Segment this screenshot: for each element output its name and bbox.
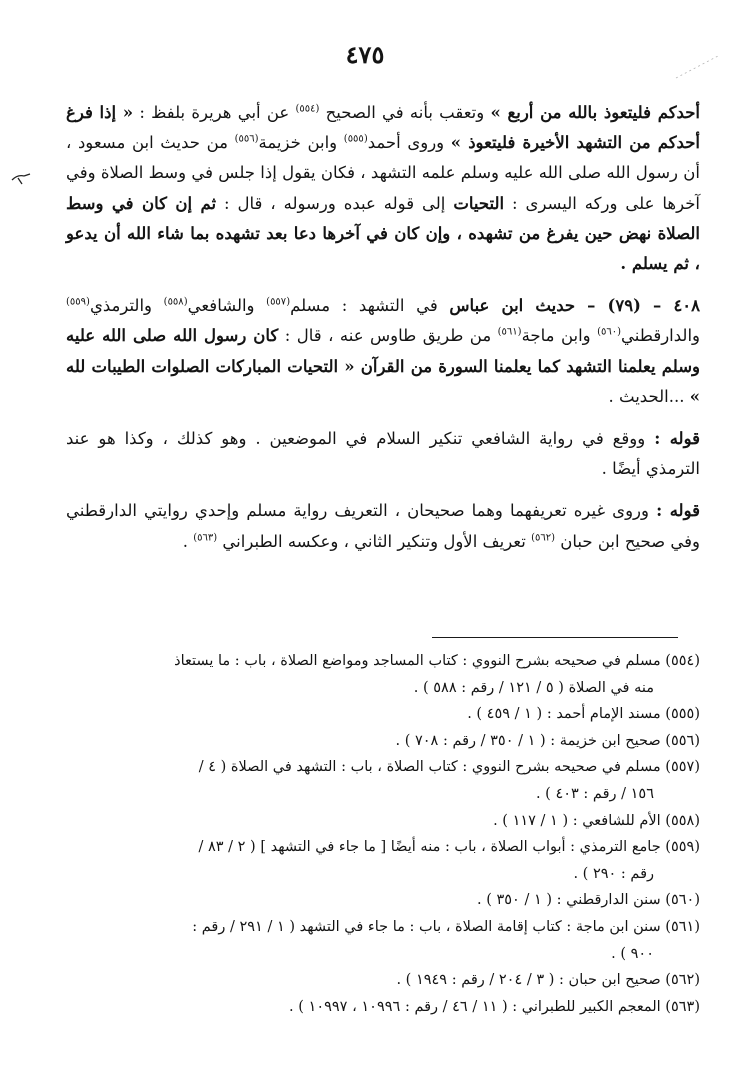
paragraph-commentary-2: [66, 496, 700, 556]
footnote-line: ٩٠٠ ) .: [611, 945, 654, 962]
hadith-quote: التحيات: [453, 193, 505, 213]
footnote-line: (٥٦٣) المعجم الكبير للطبراني : ( ١١ / ٤٦ / رقم : ١٠٩٩٦ ، ١٠٩٩٧ ) .: [289, 998, 700, 1015]
scan-smudge-mark: [672, 52, 722, 82]
margin-check-mark: [10, 168, 32, 188]
footnote-ref: (٥٥٧): [266, 296, 291, 308]
text-span: والشافعي: [187, 296, 267, 316]
footnote-line: ١٥٦ / رقم : ٤٠٣ ) .: [535, 785, 654, 802]
text-span: إلى قوله عبده ورسوله ، قال :: [216, 193, 454, 213]
footnotes: [60, 648, 700, 1020]
footnote-line: (٥٥٥) مسند الإمام أحمد : ( ١ / ٤٥٩ ) .: [467, 706, 700, 723]
paragraph-alatabbas-tashahhud: [66, 98, 700, 279]
hadith-quote: « إذا فرغ أحدكم من التشهد الأخيرة فليتعوذ »: [66, 103, 700, 153]
text-span: وروى أحمد: [367, 133, 451, 153]
footnote-line: (٥٦١) سنن ابن ماجة : كتاب إقامة الصلاة ، باب : ما جاء في التشهد ( ١ / ٢٩١ / رقم :: [192, 918, 700, 935]
footnote-line: (٥٦٠) سنن الدارقطني : ( ١ / ٣٥٠ ) .: [477, 892, 700, 909]
hadith-quote: كان رسول الله صلى الله عليه وسلم يعلمنا التشهد كما يعلمنا السورة من القرآن « التحيات المباركات الصلوات الطيبات لله »: [66, 326, 700, 406]
text-span: والترمذي: [89, 296, 164, 316]
footnote-line: منه في الصلاة ( ٥ / ١٢١ / رقم : ٥٨٨ ) .: [413, 679, 654, 696]
text-span: وابن خزيمة: [258, 133, 344, 153]
text-span: وابن ماجة: [521, 326, 598, 346]
paragraph-commentary-1: [66, 424, 700, 484]
footnote-ref: (٥٥٥): [343, 133, 368, 145]
main-text: [66, 98, 700, 557]
footnote-line: (٥٥٤) مسلم في صحيحه بشرح النووي : كتاب المساجد ومواضع الصلاة ، باب : ما يستعاذ: [174, 653, 700, 669]
footnote-ref: (٥٥٤): [295, 103, 320, 115]
text-span: تعريف الأول وتنكير الثاني ، وعكسه الطبراني: [217, 531, 532, 551]
commentary-lead: قوله :: [656, 501, 700, 521]
footnote-ref: (٥٦١): [497, 326, 522, 338]
paragraph-hadith-408: [66, 291, 700, 412]
text-span: .: [182, 531, 194, 551]
text-span: وتعقب بأنه في الصحيح: [319, 103, 491, 122]
text-span: من حديث ابن مسعود ، أن رسول الله صلى الله عليه وسلم علمه التشهد ، فكان يقول إذا جلس في وسط الصلاة وفي آخرها على وركه اليسرى :: [66, 133, 700, 213]
footnote-line: (٥٥٧) مسلم في صحيحه بشرح النووي : كتاب الصلاة ، باب : التشهد في الصلاة ( ٤ /: [198, 759, 700, 776]
hadith-quote: أحدكم فليتعوذ بالله من أربع »: [490, 103, 700, 122]
text-span: وروى غيره تعريفهما وهما صحيحان ، التعريف رواية مسلم وإحدي روايتي الدارقطني وفي صحيح ابن حبان: [66, 501, 700, 551]
text-span: من طريق طاوس عنه ، قال :: [278, 326, 498, 346]
text-span: ووقع في رواية الشافعي تنكير السلام في الموضعين . وهو كذلك ، وكذا هو عند الترمذي أيضًا .: [66, 429, 700, 479]
footnote-line: (٥٥٨) الأم للشافعي : ( ١ / ١١٧ ) .: [493, 812, 700, 829]
footnote-ref: (٥٦٣): [193, 532, 218, 544]
hadith-quote: ثم إن كان في وسط الصلاة نهض حين يفرغ من تشهده ، وإن كان في آخرها دعا بعد تشهده بما شاء الله أن يدعو ، ثم يسلم .: [66, 193, 701, 274]
text-span: في التشهد : مسلم: [290, 296, 450, 316]
footnote-line: رقم : ٢٩٠ ) .: [573, 865, 654, 882]
text-span: والدارقطني: [621, 326, 700, 346]
text-span: عن أبي هريرة بلفظ :: [139, 103, 296, 122]
footnote-ref: (٥٥٨): [163, 296, 188, 308]
footnote-ref: (٥٦٠): [597, 326, 622, 338]
footnote-divider: [432, 637, 678, 638]
footnote-line: (٥٦٢) صحيح ابن حبان : ( ٣ / ٢٠٤ / رقم : ١٩٤٩ ) .: [396, 972, 700, 989]
text-span: ...الحديث .: [608, 386, 690, 406]
footnote-line: (٥٥٩) جامع الترمذي : أبواب الصلاة ، باب : منه أيضًا [ ما جاء في التشهد ] ( ٢ / ٨٣ /: [198, 839, 700, 856]
commentary-lead: قوله :: [654, 429, 700, 449]
page-number: ٤٧٥: [345, 40, 385, 69]
footnote-line: (٥٥٦) صحيح ابن خزيمة : ( ١ / ٣٥٠ / رقم : ٧٠٨ ) .: [395, 732, 700, 749]
footnote-ref: (٥٦٢): [531, 532, 556, 544]
footnote-ref: (٥٥٦): [234, 133, 259, 145]
footnote-ref: (٥٥٩): [66, 296, 90, 308]
hadith-heading: ٤٠٨ – (٧٩) – حديث ابن عباس: [449, 296, 701, 316]
